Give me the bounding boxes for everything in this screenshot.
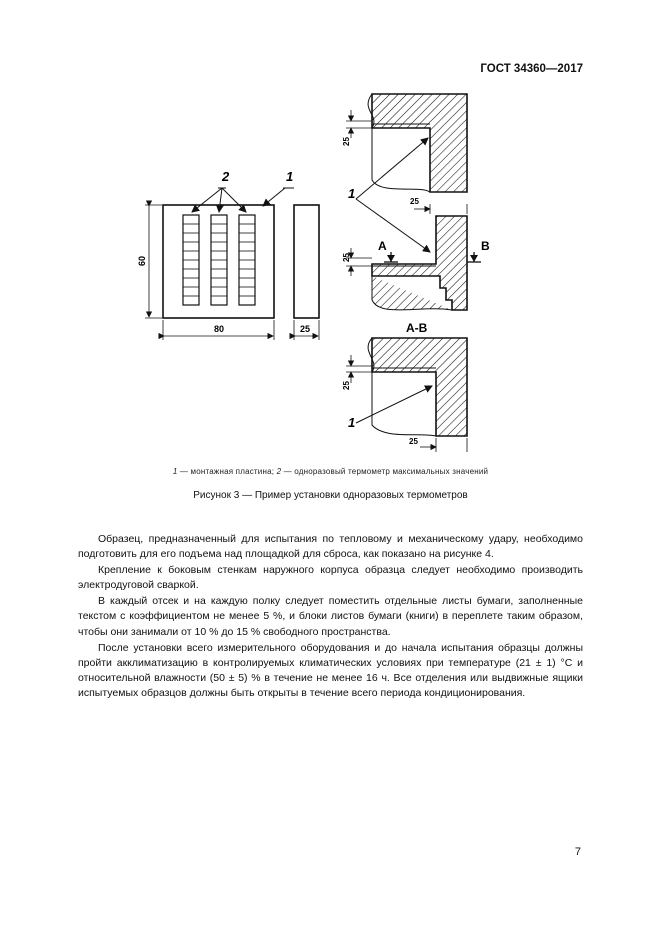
- document-header: ГОСТ 34360—2017: [480, 63, 583, 75]
- legend-text-2: — одноразовый термометр максимальных значений: [281, 467, 489, 476]
- paragraph: Крепление к боковым стенкам наружного корпуса образца следует необходимо производить электродуговой сваркой.: [78, 564, 583, 592]
- mounting-plate-side-view: [294, 205, 319, 340]
- dimension-depth-label: 25: [409, 437, 418, 446]
- section-mark-b: B: [481, 239, 490, 253]
- callout-plate-label: 1: [348, 186, 356, 201]
- section-mark-a: A: [378, 239, 387, 253]
- section-title: A-B: [406, 321, 428, 335]
- paragraph: Образец, предназначенный для испытания по тепловому и механическому удару, необходимо подготовить для его подъема над площадкой для сброса, как показано на рисунке 4.: [78, 533, 583, 561]
- figure-caption: Рисунок 3 — Пример установки одноразовых термометров: [193, 490, 468, 501]
- dimension-height-label: 60: [137, 255, 147, 266]
- dimension-depth-label: 25: [342, 381, 351, 390]
- dimension-depth-label: 25: [300, 324, 311, 334]
- dimension-depth-label: 25: [410, 197, 419, 206]
- paragraph: В каждый отсек и на каждую полку следует поместить отдельные листы бумаги, заполненные текстом с коэффициентом не менее 5 %, и блоки листов бумаги (книги) в переплете таким образом, чтобы они занимали от 10 % до 15 % свободного пространства.: [78, 595, 583, 638]
- wall-section-a-b: [342, 338, 467, 452]
- legend-number-2: 2: [276, 467, 282, 476]
- figure-3-drawing: [0, 0, 661, 460]
- dimension-depth-label: 25: [342, 137, 351, 146]
- figure-legend: [0, 467, 661, 476]
- body-text: [78, 532, 583, 702]
- mounting-plate-front-view: [137, 169, 294, 340]
- callout-plate-label: 1: [348, 415, 356, 430]
- wall-section-middle: [342, 197, 490, 310]
- callout-plate-label: 1: [286, 169, 294, 184]
- legend-number-1: 1: [172, 467, 178, 476]
- thermometer-strip: [239, 215, 255, 305]
- paragraph: После установки всего измерительного оборудования и до начала испытания образцы должны пройти акклиматизацию в контролируемых климатических условиях при температуре (21 ± 1) °С и относительной влажности (50 ± 5) % в течение не менее 16 ч. Все отделения или выдвижные ящики испытуемых образцов должны быть открыты в течение всего периода кондиционирования.: [78, 641, 583, 699]
- callout-thermometer-label: 2: [222, 169, 230, 184]
- thermometer-strip: [183, 215, 199, 305]
- wall-section-top: [342, 94, 467, 192]
- dimension-width-label: 80: [214, 324, 225, 334]
- legend-text-1: — монтажная пластина;: [177, 467, 277, 476]
- dimension-depth-label: 25: [342, 253, 351, 262]
- thermometer-strip: [211, 215, 227, 305]
- page-number: 7: [574, 846, 581, 858]
